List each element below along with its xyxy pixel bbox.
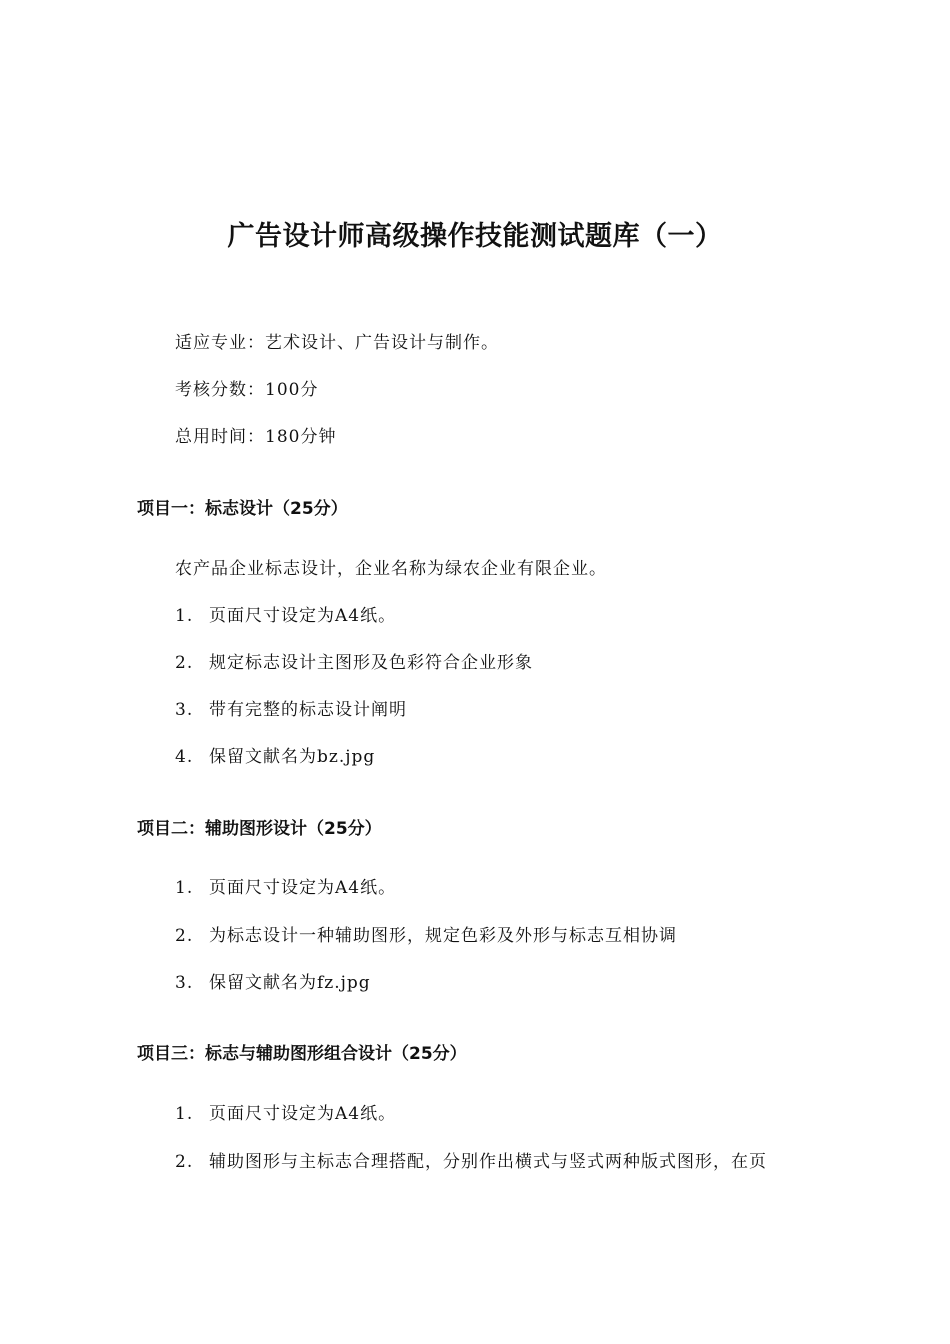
list-item-number: 2. — [175, 653, 194, 673]
list-item-text: 页面尺寸设定为A4纸。 — [209, 1104, 397, 1124]
info-time: 总用时间：180分钟 — [175, 427, 337, 447]
list-item — [175, 925, 677, 947]
list-item — [175, 877, 396, 899]
list-item-text: 为标志设计一种辅助图形，规定色彩及外形与标志互相协调 — [209, 926, 677, 946]
list-item — [175, 652, 533, 674]
list-item — [175, 972, 371, 994]
list-item-text: 规定标志设计主图形及色彩符合企业形象 — [209, 653, 533, 673]
project-1-intro: 农产品企业标志设计，企业名称为绿农企业有限企业。 — [175, 559, 607, 579]
project-1-heading: 项目一：标志设计（25分） — [137, 499, 348, 519]
list-item — [175, 1151, 767, 1173]
list-item-number: 3. — [175, 700, 194, 720]
list-item — [175, 746, 375, 768]
page-title: 广告设计师高级操作技能测试题库（一） — [227, 221, 723, 252]
list-item — [175, 605, 396, 627]
list-item-number: 4. — [175, 747, 194, 767]
list-item-text: 页面尺寸设定为A4纸。 — [209, 878, 397, 898]
list-item-number: 1. — [175, 878, 194, 898]
list-item — [175, 699, 407, 721]
list-item-text: 带有完整的标志设计阐明 — [209, 700, 407, 720]
project-2-heading: 项目二：辅助图形设计（25分） — [137, 819, 382, 839]
info-major: 适应专业：艺术设计、广告设计与制作。 — [175, 333, 499, 353]
list-item — [175, 1103, 396, 1125]
list-item-number: 3. — [175, 973, 194, 993]
list-item-text: 保留文献名为bz.jpg — [209, 747, 376, 767]
list-item-number: 2. — [175, 1152, 194, 1172]
info-score: 考核分数：100分 — [175, 380, 319, 400]
list-item-number: 2. — [175, 926, 194, 946]
list-item-text: 页面尺寸设定为A4纸。 — [209, 606, 397, 626]
list-item-number: 1. — [175, 606, 194, 626]
list-item-number: 1. — [175, 1104, 194, 1124]
list-item-text: 保留文献名为fz.jpg — [209, 973, 371, 993]
list-item-text: 辅助图形与主标志合理搭配，分别作出横式与竖式两种版式图形，在页 — [209, 1152, 767, 1172]
project-3-heading: 项目三：标志与辅助图形组合设计（25分） — [137, 1044, 467, 1064]
